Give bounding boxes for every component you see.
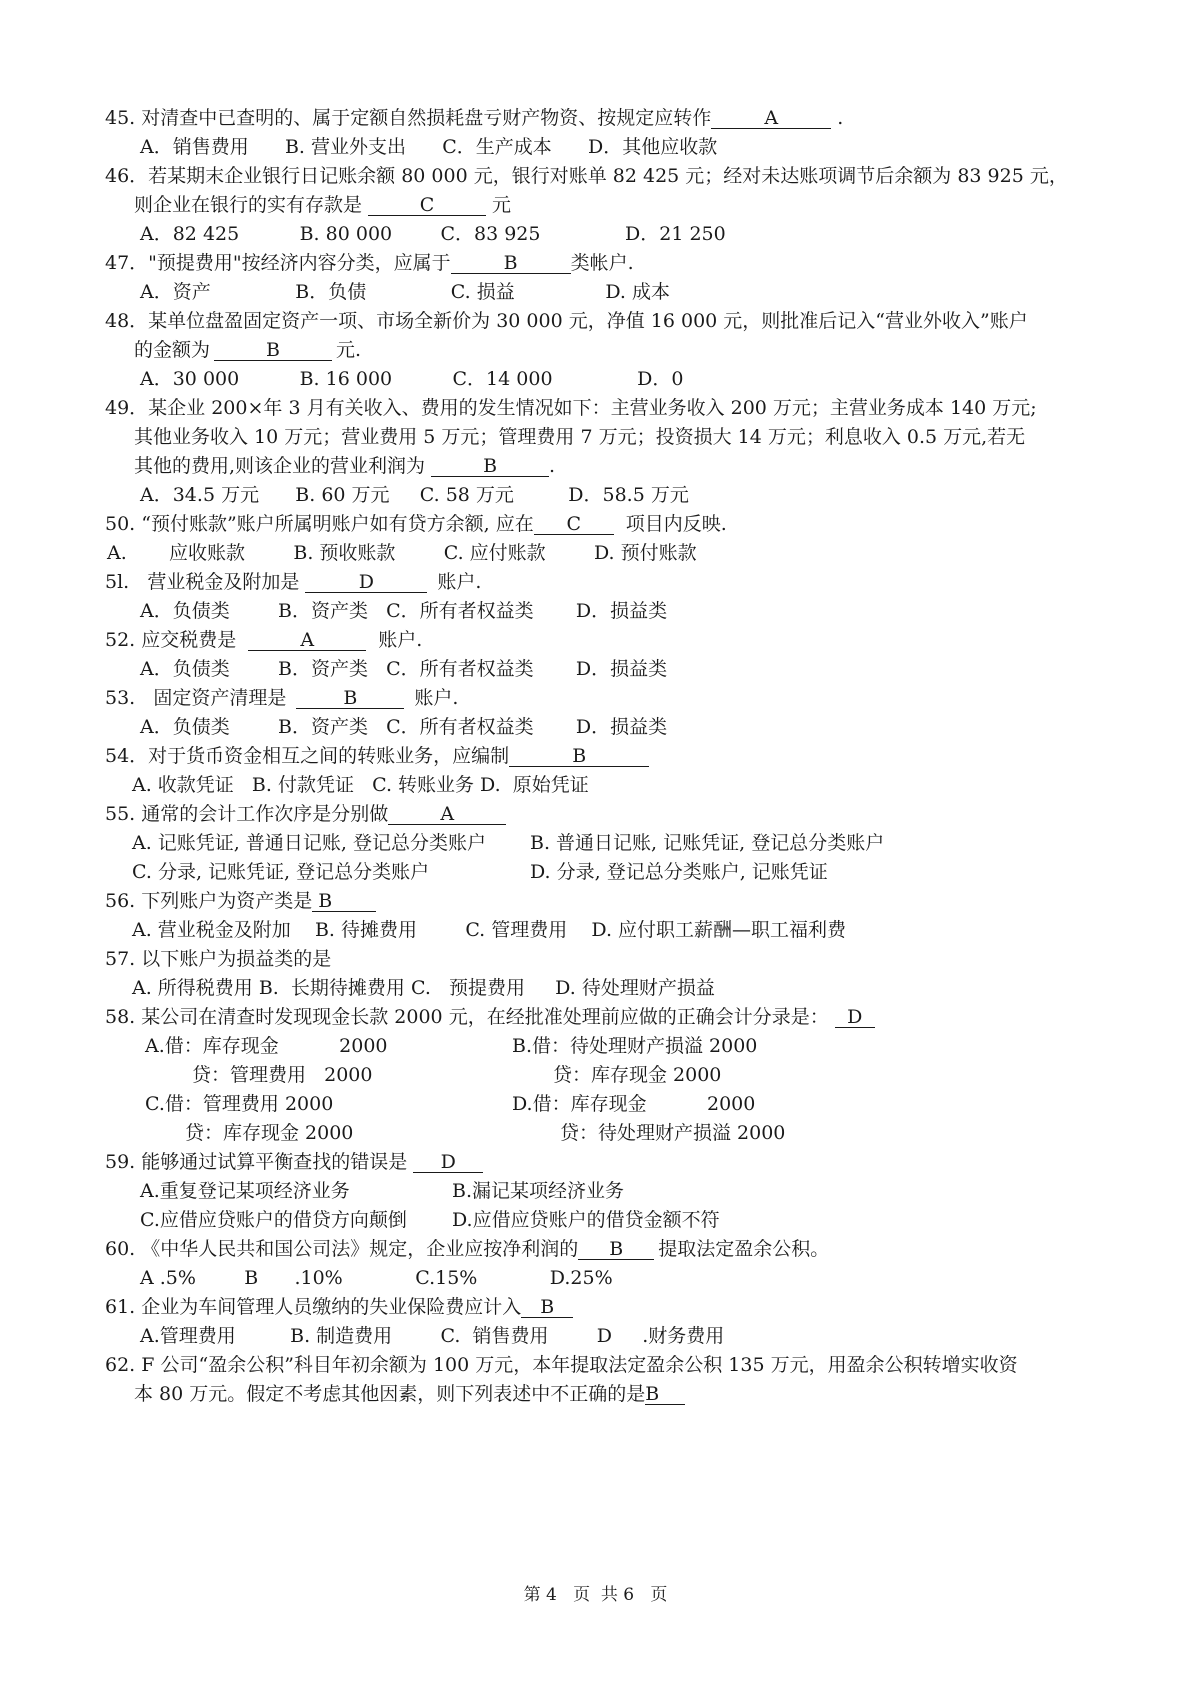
options: A .5% B .10% C.15% D.25% — [140, 1267, 613, 1289]
options: A．资产 B．负债 C. 损益 D. 成本 — [140, 281, 670, 303]
question-59: 59. 能够通过试算平衡查找的错误是 D — [105, 1150, 483, 1174]
question-62: 62. F 公司“盈余公积”科目年初余额为 100 万元，本年提取法定盈余公积 135 万元，用盈余公积转增实收资 — [105, 1354, 1018, 1376]
question-47: 47．"预提费用"按经济内容分类，应属于 B 类帐户. — [105, 252, 634, 274]
option-c-credit: 贷：库存现金 2000 — [185, 1122, 354, 1144]
answer-blank: B — [431, 456, 549, 477]
options: A. 收款凭证 B. 付款凭证 C. 转账业务 D. 原始凭证 — [132, 774, 589, 796]
question-60: 60. 《中华人民共和国公司法》规定，企业应按净利润的 B 提取法定盈余公积。 — [105, 1238, 830, 1260]
question-55: 55. 通常的会计工作次序是分别做 A — [105, 802, 506, 826]
answer-blank: B — [509, 746, 649, 767]
answer-blank: B — [296, 688, 404, 709]
answer-blank: A — [388, 804, 506, 825]
options: A．30 000 B. 16 000 C．14 000 D．0 — [140, 368, 684, 390]
options: A．34.5 万元 B. 60 万元 C. 58 万元 D．58.5 万元 — [140, 484, 689, 506]
question-48-cont: 的金额为 B 元. — [134, 339, 362, 361]
options: A. 应收账款 B. 预收账款 C. 应付账款 D. 预付账款 — [107, 542, 697, 564]
options: A．负债类 B．资产类 C．所有者权益类 D．损益类 — [140, 716, 668, 738]
answer-blank: A — [711, 108, 831, 129]
option-c: C. 分录, 记账凭证, 登记总分类账户 — [132, 861, 430, 883]
option-b: B.漏记某项经济业务 — [452, 1180, 625, 1202]
question-46: 46．若某期末企业银行日记账余额 80 000 元，银行对账单 82 425 元；经对未达账项调节后余额为 83 925 元， — [105, 165, 1068, 187]
question-49-cont: 其他业务收入 10 万元；营业费用 5 万元；管理费用 7 万元；投资损大 14 万元；利息收入 0.5 万元,若无 — [134, 426, 1026, 448]
question-56: 56. 下列账户为资产类是 B — [105, 889, 376, 913]
option-b: B. 普通日记账, 记账凭证, 登记总分类账户 — [530, 832, 885, 854]
answer-blank: A — [248, 630, 366, 651]
options: A. 营业税金及附加 B. 待摊费用 C. 管理费用 D. 应付职工薪酬—职工福利费 — [132, 919, 847, 941]
option-d: D.应借应贷账户的借贷金额不符 — [452, 1209, 720, 1231]
options: A．负债类 B．资产类 C．所有者权益类 D．损益类 — [140, 658, 668, 680]
answer-blank: D — [305, 572, 427, 593]
options: A．负债类 B．资产类 C．所有者权益类 D．损益类 — [140, 600, 668, 622]
answer-blank: D — [835, 1007, 875, 1028]
question-52: 52. 应交税费是 A 账户. — [105, 629, 423, 651]
option-b-debit: B.借：待处理财产损溢 2000 — [512, 1035, 758, 1057]
question-45: 45. 对清查中已查明的、属于定额自然损耗盘亏财产物资、按规定应转作 A . — [105, 107, 844, 129]
question-54: 54．对于货币资金相互之间的转账业务，应编制 B — [105, 744, 649, 768]
option-d: D. 分录, 登记总分类账户, 记账凭证 — [530, 861, 828, 883]
question-57: 57. 以下账户为损益类的是 — [105, 948, 332, 970]
question-51: 5l. 营业税金及附加是 D 账户. — [105, 571, 482, 593]
option-d-credit: 贷：待处理财产损溢 2000 — [560, 1122, 786, 1144]
question-48: 48．某单位盘盈固定资产一项、市场全新价为 30 000 元，净值 16 000 元，则批准后记入“营业外收入”账户 — [105, 310, 1028, 332]
option-a-credit: 贷：管理费用 2000 — [192, 1064, 373, 1086]
options: A.管理费用 B. 制造费用 C. 销售费用 D .财务费用 — [140, 1325, 725, 1347]
answer-blank: B — [312, 891, 376, 912]
question-53: 53. 固定资产清理是 B 账户. — [105, 687, 459, 709]
question-62-cont: 本 80 万元。假定不考虑其他因素，则下列表述中不正确的是B — [134, 1382, 685, 1406]
option-b-credit: 贷：库存现金 2000 — [553, 1064, 722, 1086]
option-a: A.重复登记某项经济业务 — [140, 1180, 350, 1202]
answer-blank: B — [578, 1239, 654, 1260]
options: A. 所得税费用 B. 长期待摊费用 C. 预提费用 D. 待处理财产损益 — [132, 977, 715, 999]
option-d-debit: D.借：库存现金 2000 — [512, 1093, 756, 1115]
answer-blank: B — [451, 253, 571, 274]
answer-blank: D — [413, 1152, 483, 1173]
option-a-debit: A.借：库存现金 2000 — [145, 1035, 388, 1057]
options: A．82 425 B. 80 000 C．83 925 D．21 250 — [140, 223, 726, 245]
option-c-debit: C.借：管理费用 2000 — [145, 1093, 334, 1115]
option-a: A. 记账凭证, 普通日记账, 登记总分类账户 — [132, 832, 486, 854]
options: A．销售费用 B. 营业外支出 C．生产成本 D．其他应收款 — [140, 136, 718, 158]
question-58: 58. 某公司在清查时发现现金长款 2000 元，在经批准处理前应做的正确会计分录是： D — [105, 1005, 875, 1029]
answer-blank: B — [214, 340, 332, 361]
question-46-cont: 则企业在银行的实有存款是 C 元 — [134, 194, 512, 216]
answer-blank: B — [521, 1297, 573, 1318]
answer-blank: C — [368, 195, 486, 216]
page-number: 第 4 页 共 6 页 — [523, 1585, 668, 1605]
question-49-cont2: 其他的费用,则该企业的营业利润为 B . — [134, 455, 556, 477]
answer-blank: B — [645, 1384, 685, 1405]
option-c: C.应借应贷账户的借贷方向颠倒 — [140, 1209, 407, 1231]
question-49: 49．某企业 200×年 3 月有关收入、费用的发生情况如下：主营业务收入 200 万元；主营业务成本 140 万元; — [105, 397, 1037, 419]
question-50: 50. “预付账款”账户所属明账户如有贷方余额, 应在 C 项目内反映. — [105, 513, 727, 535]
answer-blank: C — [534, 514, 614, 535]
question-61: 61. 企业为车间管理人员缴纳的失业保险费应计入 B — [105, 1295, 573, 1319]
